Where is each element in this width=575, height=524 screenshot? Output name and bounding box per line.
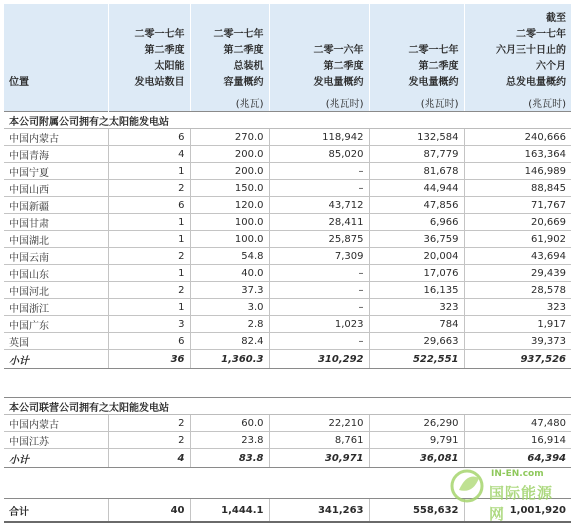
header-capacity: 二零一七年 第二季度 总装机 容量概约 [190, 4, 269, 93]
total-cell: 163,364 [464, 146, 571, 163]
cap-cell: 23.8 [190, 432, 269, 449]
cap-cell: 37.3 [190, 282, 269, 299]
cap-cell: 1,360.3 [190, 350, 269, 369]
table-row [4, 299, 571, 316]
cap-cell: 100.0 [190, 231, 269, 248]
gen16-cell: 118,942 [269, 129, 369, 146]
gen17-cell: 81,678 [369, 163, 464, 180]
table-row [4, 415, 571, 432]
count-cell: 2 [108, 180, 190, 197]
gen17-cell: 16,135 [369, 282, 464, 299]
gen16-cell: 8,761 [269, 432, 369, 449]
leaf-logo-icon [449, 468, 487, 504]
count-cell: 2 [108, 432, 190, 449]
gen16-cell: 22,210 [269, 415, 369, 432]
location-cell: 英国 [4, 333, 108, 350]
cap-cell: 54.8 [190, 248, 269, 265]
location-cell: 中国广东 [4, 316, 108, 333]
table-row [4, 197, 571, 214]
total-cell: 29,439 [464, 265, 571, 282]
cap-cell: 1,444.1 [190, 499, 269, 523]
unit-generation-2016: (兆瓦时) [269, 93, 369, 112]
gen17-cell: 6,966 [369, 214, 464, 231]
gen16-cell: 1,023 [269, 316, 369, 333]
gen16-cell: – [269, 299, 369, 316]
gen17-cell: 323 [369, 299, 464, 316]
count-cell: 2 [108, 282, 190, 299]
gen17-cell: 9,791 [369, 432, 464, 449]
count-cell: 1 [108, 214, 190, 231]
subtotal-row [4, 449, 571, 468]
gen16-cell: 28,411 [269, 214, 369, 231]
gen17-cell: 522,551 [369, 350, 464, 369]
header-row [4, 4, 571, 93]
gen16-cell: – [269, 180, 369, 197]
gen16-cell: 341,263 [269, 499, 369, 523]
gen16-cell: 43,712 [269, 197, 369, 214]
total-cell: 1,001,920 [464, 499, 571, 523]
gen16-cell: 310,292 [269, 350, 369, 369]
unit-row [4, 93, 571, 112]
table-row [4, 282, 571, 299]
header-location: 位置 [4, 4, 108, 93]
total-cell: 64,394 [464, 449, 571, 468]
gen17-cell: 36,081 [369, 449, 464, 468]
section-title: 本公司附属公司拥有之太阳能发电站 [4, 112, 571, 129]
total-cell: 28,578 [464, 282, 571, 299]
cap-cell: 200.0 [190, 146, 269, 163]
gen17-cell: 20,004 [369, 248, 464, 265]
location-cell: 中国浙江 [4, 299, 108, 316]
table-row [4, 180, 571, 197]
location-cell: 中国甘肃 [4, 214, 108, 231]
total-cell: 146,989 [464, 163, 571, 180]
table-row [4, 333, 571, 350]
location-cell: 中国新疆 [4, 197, 108, 214]
total-cell: 323 [464, 299, 571, 316]
header-total-generation: 截至 二零一七年 六月三十日止的 六个月 总发电量概约 [464, 4, 571, 93]
total-cell: 61,902 [464, 231, 571, 248]
gen16-cell: – [269, 163, 369, 180]
total-cell: 937,526 [464, 350, 571, 369]
gen17-cell: 132,584 [369, 129, 464, 146]
location-cell: 中国江苏 [4, 432, 108, 449]
cap-cell: 2.8 [190, 316, 269, 333]
table-body [4, 112, 571, 523]
cap-cell: 100.0 [190, 214, 269, 231]
count-cell: 4 [108, 449, 190, 468]
table-row [4, 129, 571, 146]
count-cell: 6 [108, 333, 190, 350]
count-cell: 1 [108, 265, 190, 282]
table-row [4, 163, 571, 180]
watermark-site: IN-EN.com [491, 469, 544, 479]
gen17-cell: 29,663 [369, 333, 464, 350]
count-cell: 2 [108, 248, 190, 265]
watermark-name: 国际能源网 [489, 484, 554, 523]
gen17-cell: 784 [369, 316, 464, 333]
header-generation-2016: 二零一六年 第二季度 发电量概约 [269, 4, 369, 93]
count-cell: 6 [108, 129, 190, 146]
total-cell: 43,694 [464, 248, 571, 265]
gen16-cell: – [269, 282, 369, 299]
location-cell: 中国山东 [4, 265, 108, 282]
cap-cell: 150.0 [190, 180, 269, 197]
count-cell: 1 [108, 231, 190, 248]
header-station-count: 二零一七年 第二季度 太阳能 发电站数目 [108, 4, 190, 93]
cap-cell: 270.0 [190, 129, 269, 146]
solar-power-stations-table [4, 4, 571, 523]
total-cell: 47,480 [464, 415, 571, 432]
total-cell: 39,373 [464, 333, 571, 350]
total-cell: 16,914 [464, 432, 571, 449]
count-cell: 36 [108, 350, 190, 369]
count-cell: 4 [108, 146, 190, 163]
location-cell: 中国湖北 [4, 231, 108, 248]
subtotal-row [4, 350, 571, 369]
location-cell: 中国河北 [4, 282, 108, 299]
total-cell: 71,767 [464, 197, 571, 214]
location-cell: 小计 [4, 350, 108, 369]
gen17-cell: 44,944 [369, 180, 464, 197]
location-cell: 中国山西 [4, 180, 108, 197]
gen16-cell: 25,875 [269, 231, 369, 248]
location-cell: 中国内蒙古 [4, 129, 108, 146]
total-cell: 88,845 [464, 180, 571, 197]
table-row [4, 265, 571, 282]
section-title: 本公司联营公司拥有之太阳能发电站 [4, 398, 571, 415]
gen17-cell: 26,290 [369, 415, 464, 432]
location-cell: 中国宁夏 [4, 163, 108, 180]
gen16-cell: – [269, 265, 369, 282]
gen16-cell: 7,309 [269, 248, 369, 265]
count-cell: 3 [108, 316, 190, 333]
count-cell: 1 [108, 299, 190, 316]
cap-cell: 120.0 [190, 197, 269, 214]
count-cell: 40 [108, 499, 190, 523]
location-cell: 合计 [4, 499, 108, 523]
location-cell: 中国青海 [4, 146, 108, 163]
count-cell: 1 [108, 163, 190, 180]
total-cell: 240,666 [464, 129, 571, 146]
cap-cell: 40.0 [190, 265, 269, 282]
location-cell: 中国云南 [4, 248, 108, 265]
section-title-row [4, 112, 571, 129]
gen17-cell: 558,632 [369, 499, 464, 523]
cap-cell: 82.4 [190, 333, 269, 350]
gen16-cell: – [269, 333, 369, 350]
gen17-cell: 36,759 [369, 231, 464, 248]
count-cell: 6 [108, 197, 190, 214]
table-row [4, 316, 571, 333]
location-cell: 小计 [4, 449, 108, 468]
gen16-cell: 85,020 [269, 146, 369, 163]
table-row [4, 248, 571, 265]
location-cell: 中国内蒙古 [4, 415, 108, 432]
cap-cell: 60.0 [190, 415, 269, 432]
table-row [4, 214, 571, 231]
gen17-cell: 87,779 [369, 146, 464, 163]
gen17-cell: 47,856 [369, 197, 464, 214]
table-row [4, 146, 571, 163]
section-title-row [4, 398, 571, 415]
gen16-cell: 30,971 [269, 449, 369, 468]
cap-cell: 83.8 [190, 449, 269, 468]
header-generation-2017: 二零一七年 第二季度 发电量概约 [369, 4, 464, 93]
cap-cell: 200.0 [190, 163, 269, 180]
total-cell: 20,669 [464, 214, 571, 231]
table-row [4, 432, 571, 449]
unit-capacity: (兆瓦) [190, 93, 269, 112]
count-cell: 2 [108, 415, 190, 432]
gen17-cell: 17,076 [369, 265, 464, 282]
cap-cell: 3.0 [190, 299, 269, 316]
table-row [4, 231, 571, 248]
total-cell: 1,917 [464, 316, 571, 333]
unit-generation-2017: (兆瓦时) [369, 93, 464, 112]
unit-total-generation: (兆瓦时) [464, 93, 571, 112]
